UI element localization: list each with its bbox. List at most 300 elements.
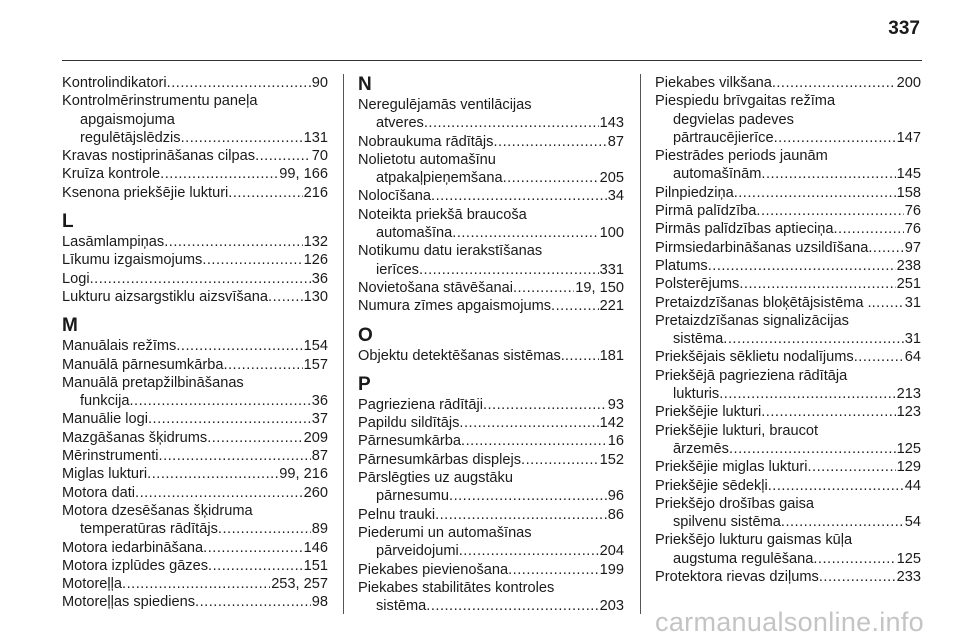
index-page-ref: 251 [896,276,921,293]
index-entry [655,422,921,459]
index-entry-line: Noteikta priekšā braucoša [358,206,527,223]
index-entry [62,165,328,183]
index-page-ref: 76 [904,221,921,238]
index-term: Motoreļļas spiediens [62,594,196,611]
index-column-1 [62,74,328,614]
index-entry [655,202,921,220]
index-entry-line [62,392,328,410]
index-term: spilvenu sistēma [673,514,781,531]
index-entry-line [62,447,328,465]
dot-leader [872,294,904,312]
index-entry-line [655,348,921,366]
index-entry [62,233,328,251]
index-page-ref: 100 [599,225,624,242]
index-page-ref: 54 [904,514,921,531]
index-entry-line [62,184,328,202]
dot-leader [207,429,302,447]
dot-leader [228,184,302,202]
index-entry-line [655,184,921,202]
index-entry-line [655,165,921,183]
index-term: automašīna [376,225,453,242]
index-entry-line [62,233,328,251]
dot-leader [159,447,311,465]
index-page-ref: 209 [303,429,328,446]
index-term: sistēma [376,598,427,615]
index-page-ref: 143 [599,115,624,132]
index-page-ref: 89 [311,521,328,538]
index-column-2 [358,74,624,614]
index-letter-heading: P [358,373,371,395]
index-entry [358,133,624,151]
index-entry-line: degvielas padeves [673,111,794,128]
index-page-ref: 260 [303,484,328,501]
index-entry [62,410,328,428]
dot-leader [176,337,302,355]
index-entry [655,92,921,147]
index-page-ref: 123 [896,404,921,421]
index-term: Pārnesumkārbas displejs [358,451,522,468]
index-page-ref: 96 [607,488,624,505]
index-entry-line [358,506,624,524]
index-term: automašīnām [673,166,762,183]
index-entry [358,297,624,315]
index-term: Platums [655,257,708,274]
index-term: Polsterējums [655,276,740,293]
index-term: Miglas lukturi [62,466,148,483]
dot-leader [181,129,303,147]
index-entry-line [358,561,624,579]
index-page-ref: 31 [904,331,921,348]
index-term: Ksenona priekšējie lukturi [62,184,229,201]
index-entry-line [62,251,328,269]
index-term: atveres [376,115,424,132]
index-entry-line: Manuālā pretapžilbināšanas [62,374,244,391]
index-entry-line: Priekšējo lukturu gaismas kūļa [655,532,853,549]
dot-leader [208,557,303,575]
index-entry [655,348,921,366]
index-entry [358,396,624,414]
index-entry-line [358,261,624,279]
index-entry-line: Neregulējamās ventilācijas [358,97,532,113]
index-page-ref: 158 [896,184,921,201]
index-entry-line [358,432,624,450]
dot-leader [772,74,896,92]
dot-leader [255,147,311,165]
index-entry-line: Pārslēgties uz augstāku [358,470,513,487]
index-entry-line [358,114,624,132]
dot-leader [761,165,895,183]
index-entry-line: Nolietotu automašīnu [358,151,496,168]
index-term: Motoreļļa [62,576,123,593]
index-term: pārnesumu [376,488,450,505]
index-entry-line [62,557,328,575]
dot-leader [729,440,896,458]
index-term: Manuālie logi [62,411,148,428]
index-term: Logi [62,270,90,287]
index-entry [358,187,624,205]
index-page-ref: 152 [599,451,624,468]
dot-leader [868,239,903,257]
index-entry [358,279,624,297]
index-entry [358,347,624,365]
index-entry-line [62,410,328,428]
index-page-ref: 221 [599,298,624,315]
page-number: 337 [888,18,920,39]
index-entry-line [655,403,921,421]
dot-leader [513,279,574,297]
dot-leader [424,114,599,132]
index-entry [358,451,624,469]
index-page-ref: 125 [896,440,921,457]
index-page-ref: 130 [303,288,328,305]
index-column-3 [655,74,921,614]
index-entry-line: Piekabes stabilitātes kontroles [358,579,555,596]
index-entry-line [358,542,624,560]
index-term: Piekabes vilkšana [655,75,772,91]
index-page-ref: 216 [303,184,328,201]
index-entry [655,458,921,476]
dot-leader [122,575,270,593]
dot-leader [167,74,311,92]
index-entry [62,251,328,269]
index-term: Objektu detektēšanas sistēmas. [358,347,565,364]
index-entry-line [62,593,328,611]
index-entry-line: Priekšējo drošības gaisa [655,495,814,512]
dot-leader [503,169,599,187]
watermark: carmanualsonline.info [655,607,924,637]
index-entry [655,257,921,275]
index-entry [62,337,328,355]
index-entry-line [655,275,921,293]
index-letter-heading: O [358,324,373,346]
index-term: Kruīza kontrole [62,166,161,183]
dot-leader [565,347,599,365]
dot-leader [719,385,895,403]
column-divider [343,74,344,614]
index-term: Nolocīšana [358,188,432,205]
dot-leader [268,288,303,306]
dot-leader [164,233,302,251]
index-entry-line [655,129,921,147]
dot-leader [195,593,311,611]
dot-leader [202,251,302,269]
index-entry-line [358,451,624,469]
index-letter-heading: L [62,211,74,233]
index-entry [655,531,921,568]
dot-leader [761,403,895,421]
index-page-ref: 181 [599,347,624,364]
index-entry [62,92,328,147]
dot-leader [218,520,311,538]
index-entry-line: Priekšējie lukturi, braucot [655,422,819,439]
index-page-ref: 87 [607,133,624,150]
dot-leader [774,129,896,147]
dot-leader [521,451,599,469]
index-page-ref: 131 [303,129,328,146]
dot-leader [708,257,896,275]
index-entry [62,429,328,447]
index-entry [655,275,921,293]
index-entry-line: Piestrādes periods jaunām [655,148,828,165]
index-page-ref: 76 [904,203,921,220]
index-term: temperatūras rādītājs [80,521,218,538]
index-entry-line [358,297,624,315]
dot-leader [819,568,896,586]
index-entry [655,294,921,312]
index-entry [62,447,328,465]
index-entry-line [358,414,624,432]
index-columns [62,74,922,614]
index-term: Pirmās palīdzības aptieciņa [655,221,834,238]
index-page-ref: 200 [896,75,921,91]
index-entry-line [62,520,328,538]
index-entry [358,469,624,506]
index-term: Pilnpiedziņa [655,184,734,201]
index-term: ierīces [376,261,419,278]
index-term: Lukturu aizsargstiklu aizsvīšana [62,288,269,305]
index-entry-line: Kontrolmērinstrumentu paneļa [62,93,258,110]
index-term: Numura zīmes apgaismojums [358,298,552,315]
index-entry-line: Motora dzesēšanas šķidruma [62,502,253,519]
index-page-ref: 146 [303,539,328,556]
dot-leader [483,396,607,414]
index-term: augstuma regulēšana [673,550,814,567]
index-entry-line [358,133,624,151]
index-entry-line: Priekšējā pagrieziena rādītāja [655,367,848,384]
index-entry-line [62,288,328,306]
dot-leader [223,356,302,374]
index-page-ref: 36 [311,270,328,287]
index-entry [358,206,624,243]
index-entry-line [358,279,624,297]
index-entry-line [655,239,921,257]
index-entry [655,403,921,421]
index-page-ref: 204 [599,543,624,560]
index-entry-line [62,575,328,593]
dot-leader [449,487,607,505]
index-entry [358,432,624,450]
index-page-ref: 331 [599,261,624,278]
index-entry [655,239,921,257]
index-term: sistēma [673,331,724,348]
index-entry [358,414,624,432]
index-term: Motora izplūdes gāzes [62,557,209,574]
index-page-ref: 86 [607,506,624,523]
column-divider [640,74,641,614]
index-term: Papildu sildītājs [358,415,460,432]
dot-leader [734,184,896,202]
index-letter-heading: M [62,315,78,337]
index-entry [655,147,921,184]
dot-leader [807,458,895,476]
index-entry [655,367,921,404]
index-page-ref: 203 [599,598,624,615]
index-entry-line [62,429,328,447]
index-entry [655,568,921,586]
index-entry-line [62,356,328,374]
index-term: pārveidojumi [376,543,459,560]
index-entry-line [655,257,921,275]
dot-leader [768,477,904,495]
index-page-ref: 129 [896,459,921,476]
index-term: Kravas nostiprināšanas cilpas [62,148,256,165]
index-entry-line [358,347,624,365]
dot-leader [147,465,278,483]
index-page-ref: 147 [896,129,921,146]
index-entry [62,147,328,165]
index-page-ref: 205 [599,170,624,187]
index-page-ref: 97 [904,239,921,256]
index-term: Priekšējie miglas lukturi [655,459,808,476]
index-entry-line [62,147,328,165]
index-page-ref: 125 [896,550,921,567]
index-term: Piekabes pievienošana [358,561,509,578]
index-term: Priekšējais sēklietu nodalījums [655,349,854,366]
index-term: Protektora rievas dziļums [655,569,819,586]
dot-leader [461,432,607,450]
index-term: Mazgāšanas šķidrums [62,429,208,446]
index-entry [62,539,328,557]
index-entry [62,593,328,611]
index-page-ref: 87 [311,448,328,465]
index-entry [358,524,624,561]
dot-leader [459,542,599,560]
index-term: Priekšējie lukturi [655,404,762,421]
index-term: Pelnu trauki [358,506,436,523]
dot-leader [90,270,311,288]
index-entry [358,96,624,133]
index-term: Kontrolindikatori [62,75,167,91]
index-entry [62,575,328,593]
index-entry [655,312,921,349]
dot-leader [781,513,904,531]
index-entry-line [655,202,921,220]
index-term: funkcija [80,393,130,410]
index-entry [62,356,328,374]
index-term: regulētājslēdzis [80,129,181,146]
index-term: atpakaļpieņemšana [376,170,503,187]
index-entry-line [358,396,624,414]
index-term: Priekšējie sēdekļi [655,477,768,494]
index-entry-line [655,477,921,495]
index-entry-line [655,440,921,458]
index-entry [655,495,921,532]
index-entry-line [655,330,921,348]
index-term: Pirmsiedarbināšanas uzsildīšana [655,239,869,256]
index-term: Pārnesumkārba [358,433,462,450]
index-entry [358,151,624,188]
index-entry-line [62,337,328,355]
index-entry [62,288,328,306]
index-page-ref: 93 [607,396,624,413]
index-entry-line [655,458,921,476]
index-page-ref: 199 [599,561,624,578]
index-entry-line [62,539,328,557]
dot-leader [135,484,303,502]
index-entry [62,74,328,92]
index-entry-line [655,385,921,403]
index-entry [62,502,328,539]
index-entry [655,477,921,495]
index-page-ref: 98 [311,594,328,611]
index-page-ref: 99, 216 [279,466,328,483]
index-page-ref: 34 [607,188,624,205]
index-entry [358,561,624,579]
index-term: Manuālais režīms [62,338,177,355]
index-term: Motora iedarbināšana [62,539,204,556]
index-entry [655,184,921,202]
dot-leader [508,561,599,579]
index-page-ref: 126 [303,252,328,269]
index-page-ref: 70 [311,148,328,165]
index-entry-line [62,129,328,147]
dot-leader [452,224,598,242]
index-page-ref: 253, 257 [271,576,328,593]
index-term: Motora dati [62,484,136,501]
index-page-ref: 19, 150 [575,279,624,296]
index-entry-line [655,74,921,92]
dot-leader [756,202,903,220]
index-entry-line [62,74,328,92]
index-term: Nobraukuma rādītājs [358,133,494,150]
index-entry-line [62,270,328,288]
index-entry-line [655,513,921,531]
index-page-ref: 142 [599,415,624,432]
index-entry-line [655,294,921,312]
index-page-ref: 151 [303,557,328,574]
index-page-ref: 16 [607,433,624,450]
index-entry-line: Pretaizdzīšanas signalizācijas [655,312,849,329]
index-entry-line [655,220,921,238]
dot-leader [203,539,302,557]
dot-leader [854,348,904,366]
index-page-ref: 145 [896,166,921,183]
index-page-ref: 238 [896,257,921,274]
dot-leader [148,410,311,428]
index-page-ref: 64 [904,349,921,366]
index-term: ārzemēs [673,440,729,457]
index-entry-line [62,484,328,502]
dot-leader [459,414,598,432]
dot-leader [739,275,895,293]
index-term: Manuālā pārnesumkārba [62,356,224,373]
dot-leader [129,392,310,410]
index-entry-line [358,487,624,505]
index-letter-heading: N [358,74,372,95]
index-entry [62,557,328,575]
index-page-ref: 36 [311,393,328,410]
dot-leader [435,506,607,524]
dot-leader [723,330,903,348]
index-entry-line [655,568,921,586]
dot-leader [160,165,278,183]
index-entry-line: Piederumi un automašīnas [358,524,532,541]
index-entry-line: Piespiedu brīvgaitas režīma [655,93,836,110]
index-entry-line: Notikumu datu ierakstīšanas [358,243,543,260]
index-page-ref: 154 [303,338,328,355]
index-page-ref: 233 [896,569,921,586]
index-entry-line [62,165,328,183]
index-term: Līkumu izgaismojums [62,252,203,269]
index-page-ref: 157 [303,356,328,373]
dot-leader [813,550,895,568]
index-entry-line [62,465,328,483]
index-entry [62,184,328,202]
index-page-ref: 213 [896,386,921,403]
index-entry [62,484,328,502]
index-page-ref: 44 [904,477,921,494]
index-page-ref: 31 [904,294,921,311]
